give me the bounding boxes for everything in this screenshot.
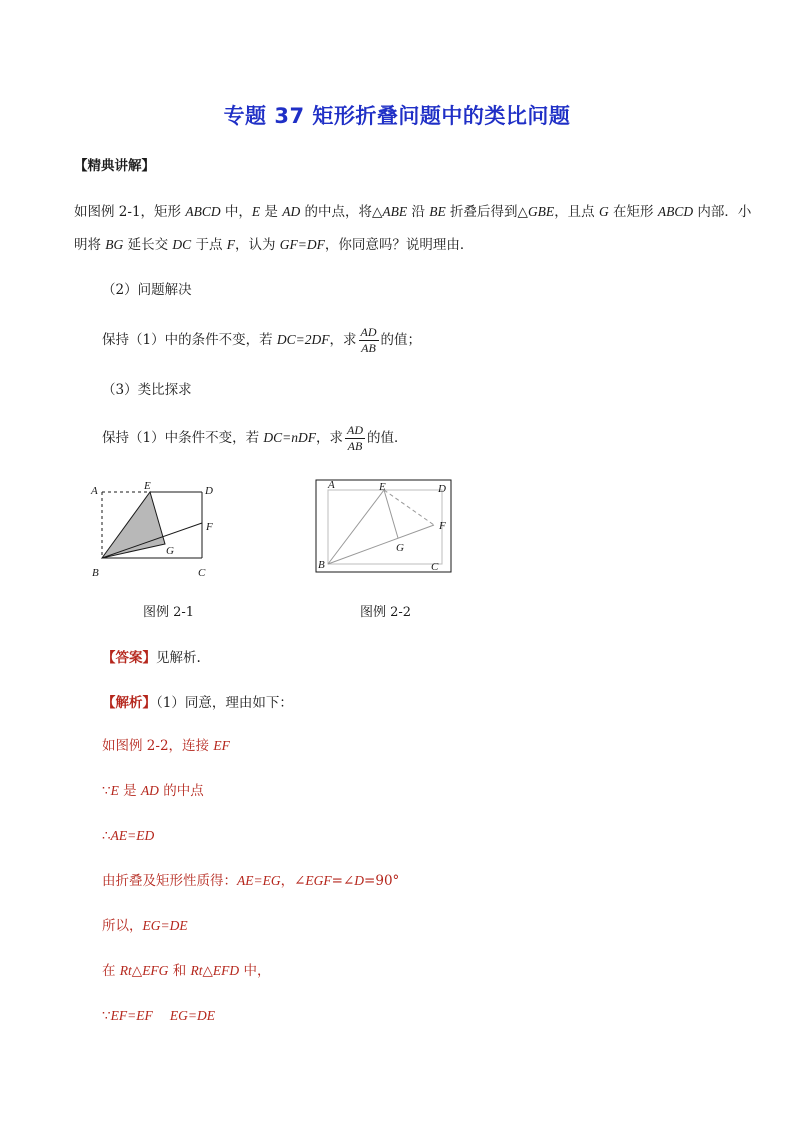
- analysis-step-6: 在 Rt△EFG 和 Rt△EFD 中，: [102, 963, 271, 979]
- label-f: F: [439, 520, 446, 532]
- analysis-step-4: 由折叠及矩形性质得：AE=EG，∠EGF=∠D=90°: [102, 873, 400, 889]
- analysis-step-2: ∵E 是 AD 的中点: [102, 783, 204, 799]
- label-a: A: [328, 479, 335, 491]
- label-b: B: [92, 567, 99, 579]
- label-g: G: [166, 545, 174, 557]
- label-c: C: [431, 561, 439, 573]
- figure-2-2-caption: 图例 2-2: [360, 605, 412, 620]
- shaded-triangle-gbe: [102, 492, 165, 558]
- dashed-line-ef: [384, 490, 434, 525]
- label-g: G: [396, 542, 404, 554]
- problem-line-1: 如图例 2-1，矩形 ABCD 中，E 是 AD 的中点，将△ABE 沿 BE 折叠后得到△GBE，且点 G 在矩形 ABCD 内部．小: [74, 204, 752, 220]
- label-f: F: [206, 521, 213, 533]
- figure-2-1: [88, 478, 228, 582]
- line-be: [328, 490, 384, 564]
- label-e: E: [144, 480, 151, 492]
- rectangle-abcd: [328, 490, 442, 564]
- label-c: C: [198, 567, 206, 579]
- analysis-step-3: ∴AE=ED: [102, 828, 155, 844]
- line-eg: [384, 490, 398, 538]
- problem-line-2: 明将 BG 延长交 DC 于点 F，认为 GF=DF，你同意吗？说明理由．: [74, 237, 474, 253]
- label-d: D: [438, 483, 446, 495]
- analysis-line: 【解析】（1）同意，理由如下：: [102, 695, 293, 711]
- part2-question: 保持（1）中的条件不变，若 DC=2DF，求 $\frac{AD}{AB}$ 的值；: [102, 325, 421, 355]
- fraction-ad-ab: $\frac{AD}{AB}$: [360, 325, 377, 355]
- analysis-step-1: 如图例 2-2，连接 EF: [102, 738, 230, 754]
- figure-2-2: [314, 478, 454, 574]
- figure-2-1-caption: 图例 2-1: [143, 605, 195, 620]
- label-e: E: [379, 481, 386, 493]
- label-d: D: [205, 485, 213, 497]
- part3-question: 保持（1）中条件不变，若 DC=nDF，求 $\frac{AD}{AB}$ 的值．: [102, 423, 408, 453]
- analysis-step-5: 所以，EG=DE: [102, 918, 188, 934]
- part2-heading: （2）问题解决: [102, 282, 192, 298]
- answer-line: 【答案】见解析.: [102, 650, 201, 666]
- part3-heading: （3）类比探求: [102, 382, 192, 398]
- label-b: B: [318, 559, 325, 571]
- analysis-step-7: ∵EF=EF EG=DE: [102, 1008, 215, 1024]
- page-title: 专题 37 矩形折叠问题中的类比问题: [223, 104, 571, 128]
- label-a: A: [91, 485, 98, 497]
- fraction-ad-ab: $\frac{AD}{AB}$: [347, 423, 363, 453]
- section-label: 【精典讲解】: [74, 158, 155, 174]
- line-bf: [328, 525, 434, 564]
